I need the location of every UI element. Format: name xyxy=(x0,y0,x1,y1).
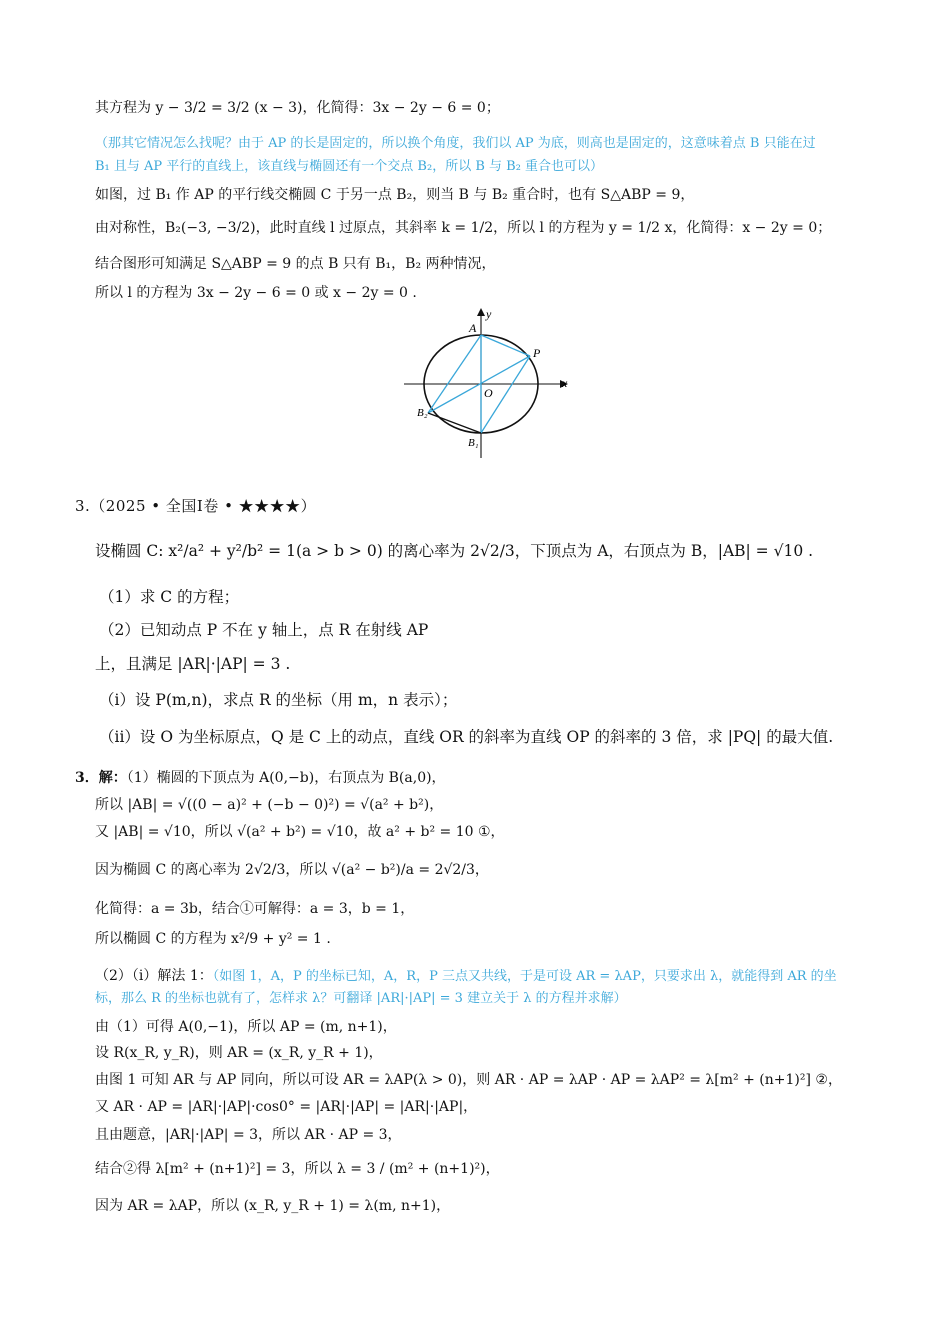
ellipse-figure xyxy=(400,306,580,466)
label-b2: B₂ xyxy=(417,407,428,419)
solution-step-5: 化简得：a = 3b，结合①可解得：a = 3，b = 1， xyxy=(95,901,415,917)
solution-label: 3．解： xyxy=(75,770,127,786)
question-part-2a: （2）已知动点 P 不在 y 轴上，点 R 在射线 AP xyxy=(99,621,429,639)
label-a: A xyxy=(469,321,477,335)
segment-ap xyxy=(481,335,530,356)
paragraph-conclusion-cases: 结合图形可知满足 S△ABP = 9 的点 B 只有 B₁，B₂ 两种情况， xyxy=(95,256,496,272)
solution-step-2: 所以 |AB| = √((0 − a)² + (−b − 0)²) = √(a² + b²)， xyxy=(95,797,444,813)
solution-step-4: 因为椭圆 C 的离心率为 2√2/3，所以 √(a² − b²)/a = 2√2/3， xyxy=(95,862,489,878)
label-o: O xyxy=(484,386,493,400)
solution-hint-2: 标，那么 R 的坐标也就有了，怎样求 λ？可翻译 |AR|·|AP| = 3 建立关于 λ 的方程并求解） xyxy=(95,991,627,1006)
question-part-2b: 上，且满足 |AR|·|AP| = 3 . xyxy=(95,655,291,673)
solution-step-1: （1）椭圆的下顶点为 A(0,−b)，右顶点为 B(a,0)， xyxy=(126,770,446,786)
solution-step-10: 设 R(x_R, y_R)，则 AR = (x_R, y_R + 1)， xyxy=(95,1045,383,1061)
solution-hint-1: （如图 1，A，P 的坐标已知，A，R，P 三点又共线，于是可设 AR = λAP，只要求出 λ，就能得到 AR 的坐 xyxy=(212,969,837,984)
paragraph-parallel-line: 如图，过 B₁ 作 AP 的平行线交椭圆 C 于另一点 B₂，则当 B 与 B₂ 重合时，也有 S△ABP = 9， xyxy=(95,187,695,203)
solution-part-2-head: （2）（i）解法 1： xyxy=(95,968,213,984)
segment-b2b1 xyxy=(428,413,481,433)
segment-ab2 xyxy=(428,335,481,413)
paragraph-symmetry: 由对称性，B₂(−3, −3/2)，此时直线 l 过原点，其斜率 k = 1/2，所以 l 的方程为 y = 1/2 x，化简得：x − 2y = 0； xyxy=(95,220,832,236)
hint-note-line-2: B₁ 且与 AP 平行的直线上，该直线与椭圆还有一个交点 B₂，所以 B 与 B₂ 重合也可以） xyxy=(95,159,604,174)
label-x: x xyxy=(562,376,568,390)
solution-step-13: 且由题意，|AR|·|AP| = 3，所以 AR · AP = 3， xyxy=(95,1127,402,1143)
question-part-2i: （i）设 P(m,n)，求点 R 的坐标（用 m，n 表示）； xyxy=(99,691,458,709)
solution-step-11: 由图 1 可知 AR 与 AP 同向，所以可设 AR = λAP(λ > 0)，则 AR · AP = λAP · AP = λAP² = λ[m² + (n+1)²] ②， xyxy=(95,1072,842,1088)
y-axis-arrow xyxy=(477,308,485,316)
question-part-1: （1）求 C 的方程； xyxy=(99,588,240,606)
equation-line: 其方程为 y − 3/2 = 3/2 (x − 3)，化简得：3x − 2y − 6 = 0； xyxy=(95,100,500,116)
label-b1: B₁ xyxy=(468,437,479,449)
label-p: P xyxy=(533,346,541,360)
hint-note-line-1: （那其它情况怎么找呢？由于 AP 的长是固定的，所以换个角度，我们以 AP 为底，则高也是固定的，这意味着点 B 只能在过 xyxy=(95,136,816,151)
solution-step-15: 因为 AR = λAP，所以 (x_R, y_R + 1) = λ(m, n+1)， xyxy=(95,1198,451,1214)
solution-step-3: 又 |AB| = √10，所以 √(a² + b²) = √10，故 a² + b² = 10 ①， xyxy=(95,824,505,840)
solution-step-12: 又 AR · AP = |AR|·|AP|·cos0° = |AR|·|AP| = |AR|·|AP|， xyxy=(95,1099,478,1115)
solution-part-2-line xyxy=(95,966,880,987)
paragraph-final-answer: 所以 l 的方程为 3x − 2y − 6 = 0 或 x − 2y = 0 . xyxy=(95,285,417,301)
solution-step-14: 结合②得 λ[m² + (n+1)²] = 3，所以 λ = 3 / (m² + (n+1)²)， xyxy=(95,1161,500,1177)
solution-step-9: 由（1）可得 A(0,−1)，所以 AP = (m, n+1)， xyxy=(95,1019,397,1035)
label-y: y xyxy=(486,307,492,321)
question-stem: 设椭圆 C: x²/a² + y²/b² = 1(a > b > 0) 的离心率为 2√2/3，下顶点为 A，右顶点为 B，|AB| = √10 . xyxy=(95,542,814,560)
solution-line-1 xyxy=(75,768,880,788)
question-part-2ii: （ii）设 O 为坐标原点，Q 是 C 上的动点，直线 OR 的斜率为直线 OP 的斜率的 3 倍，求 |PQ| 的最大值. xyxy=(99,728,834,746)
solution-step-6: 所以椭圆 C 的方程为 x²/9 + y² = 1 . xyxy=(95,931,331,947)
question-title: 3.（2025 • 全国Ⅰ卷 • ★★★★） xyxy=(75,497,317,515)
